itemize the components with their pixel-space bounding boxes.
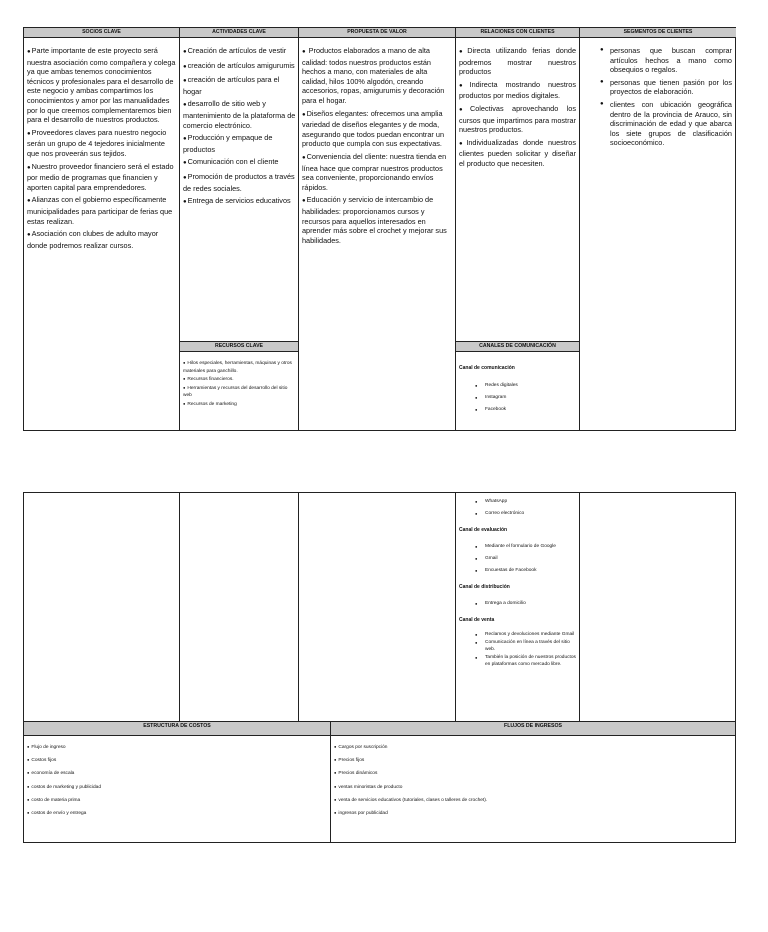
list-item: ● personas que buscan comprar artículos hechos a mano como obsequios o regalos. (584, 46, 732, 75)
flujos-ingresos-column (331, 722, 735, 842)
list-item: ● Flujo de ingreso (27, 741, 327, 754)
canal-distribucion-list (459, 598, 577, 610)
list-item: ● ventas minoristas de producto (334, 781, 730, 794)
list-item: ● Colectivas aprovechando los cursos que impartimos para mostrar nuestros productos. (459, 104, 576, 135)
recursos-clave-header: RECURSOS CLAVE (180, 341, 298, 352)
canvas-table-page2 (23, 492, 736, 843)
relaciones-clientes-column (456, 28, 580, 430)
list-item: ● Productos elaborados a mano de alta calidad: todos nuestros productos están hechos a mano, con materiales de alta calidad, hilos 100% algodón, creando accesorios, ropas, amigurumis y decoración para el hogar. (302, 46, 452, 106)
list-item: ● Precios fijos (334, 754, 730, 767)
list-item: ● ingresos por publicidad (334, 807, 730, 820)
list-item: ● costo de materia prima (27, 794, 327, 807)
list-item: ● Herramientas y recursos del desarrollo del sitio web (183, 384, 295, 400)
list-item: ● venta de servicios educativos (tutoriales, clases o talleres de crochet). (334, 794, 730, 807)
list-item: ● Recursos de marketing (183, 400, 295, 409)
list-item: ● Hilos especiales, herramientas, máquinas y otros materiales para ganchillo. (183, 359, 295, 375)
recursos-clave-list (183, 359, 295, 409)
list-item: ● Comunicación con el cliente (183, 157, 296, 169)
list-item: ● Nuestro proveedor financiero será el estado por medio de programas que financien y aporten capital para emprendedores. (27, 162, 177, 193)
list-item: ● clientes con ubicación geográfica dentro de la provincia de Arauco, sin discriminación de edad y que abarca los siete grupos de clasificación socioeconómico. (584, 100, 732, 148)
canales-cont-body (459, 496, 577, 669)
list-item: ● Redes digitales (459, 380, 576, 392)
list-item: ● Producción y empaque de productos (183, 133, 296, 154)
propuesta-valor-header: PROPUESTA DE VALOR (299, 28, 455, 38)
list-item: ● Mediante el formulario de Google (459, 541, 577, 553)
canal-comunicacion-title: Canal de comunicación (459, 365, 515, 371)
segmentos-clientes-header: SEGMENTOS DE CLIENTES (580, 28, 736, 38)
list-item: ● Individualizadas donde nuestros clientes pueden solicitar y diseñar el producto que necesiten. (459, 138, 576, 169)
list-item: ● creación de artículos amigurumis (183, 61, 296, 73)
list-item: ● Recursos financieros. (183, 375, 295, 384)
list-item: ● Indirecta mostrando nuestros productos por medios digitales. (459, 80, 576, 101)
list-item: ● Costos fijos (27, 754, 327, 767)
list-item: ● Proveedores claves para nuestro negocio serán un grupo de 4 tejedores inicialmente que nos proveerán sus tejidos. (27, 128, 177, 159)
list-item: ● creación de artículos para el hogar (183, 75, 296, 96)
canales-cont-column (456, 493, 580, 721)
list-item: ● WhatsApp (459, 496, 577, 508)
relaciones-clientes-list (459, 46, 576, 172)
segmentos-clientes-list (584, 46, 732, 151)
segmentos-cont-column (580, 493, 736, 721)
canvas-table-page1 (23, 27, 736, 431)
flujos-ingresos-header: FLUJOS DE INGRESOS (331, 722, 735, 736)
list-item: ● costos de envío y entrega (27, 807, 327, 820)
list-item: ● personas que tienen pasión por los proyectos de elaboración. (584, 78, 732, 97)
list-item: ● economía de escala (27, 767, 327, 780)
socios-cont-column (24, 493, 180, 721)
relaciones-clientes-header: RELACIONES CON CLIENTES (456, 28, 579, 38)
actividades-clave-list (183, 46, 296, 211)
propuesta-cont-column (299, 493, 456, 721)
canal-evaluacion-list (459, 541, 577, 577)
list-item: ● Conveniencia del cliente: nuestra tienda en línea hace que comprar nuestros productos sea conveniente, proporcionando envíos rápidos. (302, 152, 452, 192)
list-item: ● Cargos por suscripción (334, 741, 730, 754)
list-item: ● Encuestas de Facebook (459, 565, 577, 577)
list-item: ● Gmail (459, 553, 577, 565)
actividades-clave-column (180, 28, 299, 430)
canales-comunicacion-header: CANALES DE COMUNICACIÓN (456, 341, 579, 352)
list-item: ● Entrega de servicios educativos (183, 196, 296, 208)
list-item: ● Correo electrónico (459, 508, 577, 520)
canal-evaluacion-title: Canal de evaluación (459, 527, 508, 533)
list-item: ● costos de marketing y publicidad (27, 781, 327, 794)
estructura-costos-list (27, 741, 327, 820)
propuesta-valor-column (299, 28, 456, 430)
socios-clave-list (27, 46, 177, 253)
segmentos-clientes-column (580, 28, 736, 430)
socios-clave-column (24, 28, 180, 430)
list-item: ● Facebook (459, 404, 576, 416)
canal-venta-title: Canal de venta (459, 617, 495, 623)
canal-distribucion-title: Canal de distribución (459, 584, 510, 590)
propuesta-valor-list (302, 46, 452, 248)
actividades-clave-header: ACTIVIDADES CLAVE (180, 28, 298, 38)
canales-body (459, 359, 576, 416)
list-item: ● Educación y servicio de intercambio de habilidades: proporcionamos cursos y recursos para aquellos interesados en aprender más sobre el crochet y mejorar sus habilidades. (302, 195, 452, 245)
canal-comunicacion-list (459, 380, 576, 416)
list-item: ● También la posición de nuestros productos en plataformas como mercado libre. (459, 654, 577, 669)
estructura-costos-header: ESTRUCTURA DE COSTOS (24, 722, 330, 736)
list-item: ● Alianzas con el gobierno específicamente municipalidades para participar de ferias que estas realizan. (27, 195, 177, 226)
list-item: ● desarrollo de sitio web y mantenimiento de la plataforma de comercio electrónico. (183, 99, 296, 130)
canal-venta-list (459, 631, 577, 669)
list-item: ● Creación de artículos de vestir (183, 46, 296, 58)
estructura-costos-column (24, 722, 331, 842)
socios-clave-header: SOCIOS CLAVE (24, 28, 179, 38)
list-item: ● Reclamos y devoluciones mediante Gmail (459, 631, 577, 639)
list-item: ● Precios dinámicos (334, 767, 730, 780)
list-item: ● Parte importante de este proyecto será nuestra asociación como compañera y colega ya que ambas tenemos conocimientos técnicos y profesionales para el desarrollo de este negocio y ambas compartimos los conocimientos y amor por las manualidades por lo que creemos complementaremos bien para el desarrollo de nuestros productos. (27, 46, 177, 125)
list-item: ● Entrega a domicilio (459, 598, 577, 610)
list-item: ● Instagram (459, 392, 576, 404)
bottom-row (24, 721, 735, 842)
list-item: ● Asociación con clubes de adulto mayor donde podremos realizar cursos. (27, 229, 177, 250)
list-item: ● Promoción de productos a través de redes sociales. (183, 172, 296, 193)
canal-comunicacion-cont-list (459, 496, 577, 520)
flujos-ingresos-list (334, 741, 730, 820)
list-item: ● Comunicación en línea a través del sitio web. (459, 639, 577, 654)
actividades-cont-column (180, 493, 299, 721)
list-item: ● Directa utilizando ferias donde podremos mostrar nuestros productos (459, 46, 576, 77)
list-item: ● Diseños elegantes: ofrecemos una amplia variedad de diseños elegantes y de moda, asegurando que todos puedan encontrar un producto que cumpla con sus expectativas. (302, 109, 452, 149)
